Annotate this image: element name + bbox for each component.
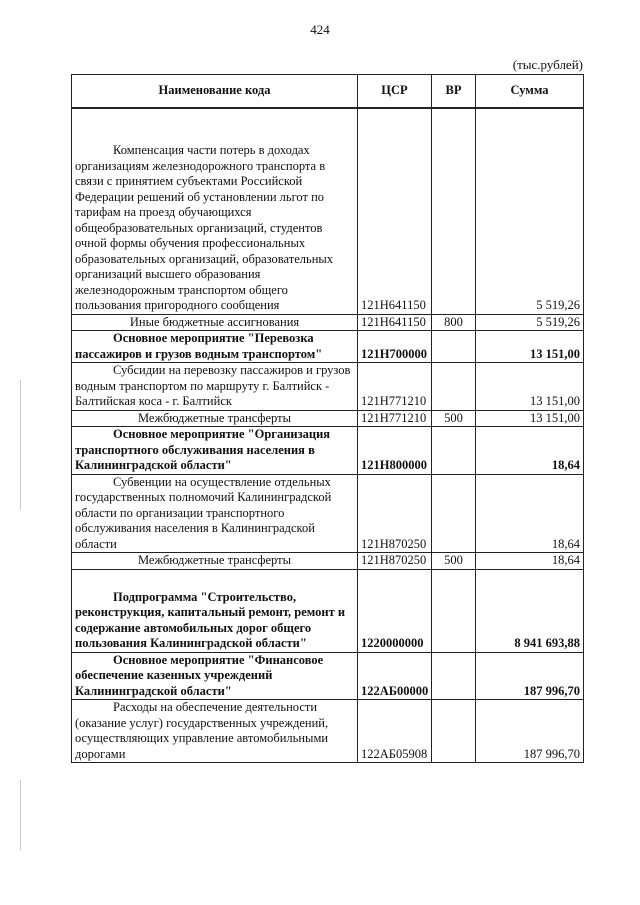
scan-artifact-line: [20, 380, 21, 510]
row-vr: [432, 474, 476, 553]
row-sum: 18,64: [476, 474, 584, 553]
table-row: [72, 553, 584, 570]
units-label: (тыс.рублей): [512, 57, 583, 72]
row-name: Основное мероприятие "Организация транспортного обслуживания населения в Калининградской области": [72, 427, 358, 475]
row-csr: 121Н870250: [358, 474, 432, 553]
row-sum: 187 996,70: [476, 700, 584, 763]
row-name: Основное мероприятие "Финансовое обеспечение казенных учреждений Калининградской области": [72, 652, 358, 700]
row-csr: 121Н641150: [358, 314, 432, 331]
row-sum: 18,64: [476, 427, 584, 475]
header-vr: ВР: [432, 75, 476, 109]
row-vr: [432, 363, 476, 411]
header-csr: ЦСР: [358, 75, 432, 109]
table-header-row: [72, 75, 584, 109]
budget-table: [71, 74, 584, 763]
row-csr: 121Н800000: [358, 427, 432, 475]
row-sum: 5 519,26: [476, 314, 584, 331]
table-row: [72, 363, 584, 411]
row-sum: 187 996,70: [476, 652, 584, 700]
table-row: [72, 410, 584, 427]
row-vr: 500: [432, 553, 476, 570]
row-csr: 122АБ00000: [358, 652, 432, 700]
row-csr: 121Н771210: [358, 410, 432, 427]
row-csr: 121Н870250: [358, 553, 432, 570]
row-csr: 122АБ05908: [358, 700, 432, 763]
row-sum: 5 519,26: [476, 108, 584, 314]
row-name: Основное мероприятие "Перевозка пассажиров и грузов водным транспортом": [72, 331, 358, 363]
row-vr: [432, 331, 476, 363]
row-sum: 18,64: [476, 553, 584, 570]
header-sum: Сумма: [476, 75, 584, 109]
row-name: Межбюджетные трансферты: [72, 553, 358, 570]
table-row: [72, 108, 584, 314]
row-vr: [432, 700, 476, 763]
row-name: Подпрограмма "Строительство, реконструкция, капитальный ремонт, ремонт и содержание автомобильных дорог общего пользования Калининградской области": [72, 569, 358, 652]
row-vr: [432, 108, 476, 314]
table-row: [72, 314, 584, 331]
page-number: 424: [310, 22, 330, 37]
row-vr: 800: [432, 314, 476, 331]
row-sum: 13 151,00: [476, 410, 584, 427]
table-row: [72, 652, 584, 700]
row-name: Межбюджетные трансферты: [72, 410, 358, 427]
row-csr: 121Н771210: [358, 363, 432, 411]
row-csr: 121Н700000: [358, 331, 432, 363]
row-name: Субсидии на перевозку пассажиров и грузов водным транспортом по маршруту г. Балтийск - Балтийская коса - г. Балтийск: [72, 363, 358, 411]
row-name: Расходы на обеспечение деятельности (оказание услуг) государственных учреждений, осуществляющих управление автомобильными дорогами: [72, 700, 358, 763]
row-sum: 8 941 693,88: [476, 569, 584, 652]
row-sum: 13 151,00: [476, 363, 584, 411]
table-row: [72, 474, 584, 553]
row-name: Иные бюджетные ассигнования: [72, 314, 358, 331]
row-csr: 1220000000: [358, 569, 432, 652]
row-csr: 121Н641150: [358, 108, 432, 314]
row-name: Субвенции на осуществление отдельных государственных полномочий Калининградской области по организации транспортного обслуживания населения в Калининградской области: [72, 474, 358, 553]
scan-artifact-line: [20, 780, 21, 850]
header-name: Наименование кода: [72, 75, 358, 109]
row-sum: 13 151,00: [476, 331, 584, 363]
table-row: [72, 700, 584, 763]
table-row: [72, 569, 584, 652]
table-row: [72, 427, 584, 475]
row-vr: [432, 427, 476, 475]
row-name: Компенсация части потерь в доходах организациям железнодорожного транспорта в связи с принятием субъектами Российской Федерации решений об установлении льгот по тарифам на проезд обучающихся общеобразовательных организаций, студентов очной формы обучения профессиональных образовательных организаций, образовательных организаций высшего образования железнодорожным транспортом общего пользования пригородного сообщения: [72, 108, 358, 314]
row-vr: [432, 569, 476, 652]
row-vr: [432, 652, 476, 700]
row-vr: 500: [432, 410, 476, 427]
table-row: [72, 331, 584, 363]
